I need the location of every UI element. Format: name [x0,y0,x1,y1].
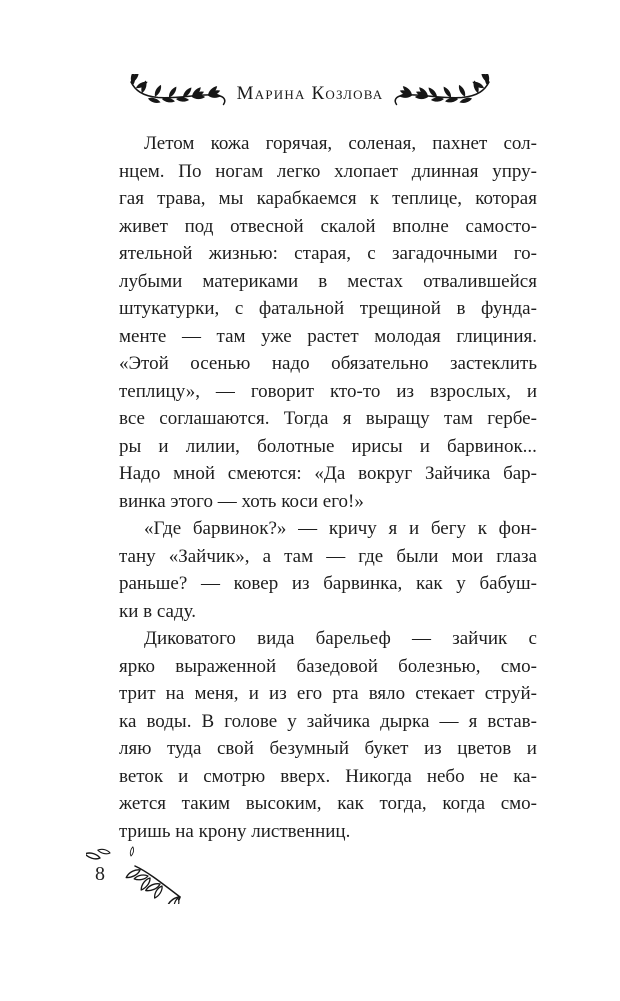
text-line: Летом кожа горячая, соленая, пахнет сол- [144,133,537,154]
text-line: теплицу», — говорит кто-то из взрослых, и [119,380,537,402]
text-line: Надо мной смеются: «Да вокруг Зайчика бар- [119,463,537,484]
text-line: «Этой осенью надо обязательно застеклить [119,353,537,374]
text-line: раньше? — ковер из барвинка, как у бабуш- [119,573,537,594]
leaf-flourish-left-icon [128,74,228,110]
text-line: штукатурки, с фатальной трещиной в фунда- [119,298,537,319]
page-number: 8 [95,863,105,885]
text-line: ры и лилии, болотные ирисы и барвинок... [119,435,537,457]
leaf-flourish-right-icon [392,74,492,110]
text-line: веток и смотрю вверх. Никогда небо не ка- [119,765,537,787]
text-line: жется таким высоким, как тогда, когда смо- [119,793,537,814]
text-line: тришь на крону лиственниц. [119,820,351,842]
text-line: ка воды. В голове у зайчика дырка — я встав- [119,710,537,732]
paragraph-2 [119,515,537,625]
text-line: менте — там уже растет молодая глициния. [119,325,537,347]
text-line: винка этого — хоть коси его!» [119,490,364,512]
text-line: Диковатого вида барельеф — зайчик с [144,628,537,649]
text-line: живет под отвесной скалой вполне самосто- [119,215,537,237]
text-line: ярко выраженной базедовой болезнью, смо- [119,655,537,677]
text-line: нцем. По ногам легко хлопает длинная упру- [119,160,537,182]
text-line: ки в саду. [119,600,196,622]
text-line: гая трава, мы карабкаемся к теплице, которая [119,188,537,209]
text-line: ятельной жизнью: старая, с загадочными го- [119,243,537,264]
text-line: тану «Зайчик», а там — где были мои глаза [119,545,537,567]
running-head-author: Марина Козлова [236,82,384,104]
text-line: ляю туда свой безумный букет из цветов и [119,738,537,759]
text-line: трит на меня, и из его рта вяло стекает струй- [119,683,537,704]
body-text [119,130,537,845]
text-line: лубыми материками в местах отвалившейся [119,270,537,292]
running-head [0,74,620,110]
paragraph-1 [119,130,537,515]
text-line: «Где барвинок?» — кричу я и бегу к фон- [144,518,537,539]
page-footer [86,838,196,904]
text-line: все соглашаются. Тогда я выращу там гербе- [119,408,537,429]
paragraph-3 [119,625,537,845]
